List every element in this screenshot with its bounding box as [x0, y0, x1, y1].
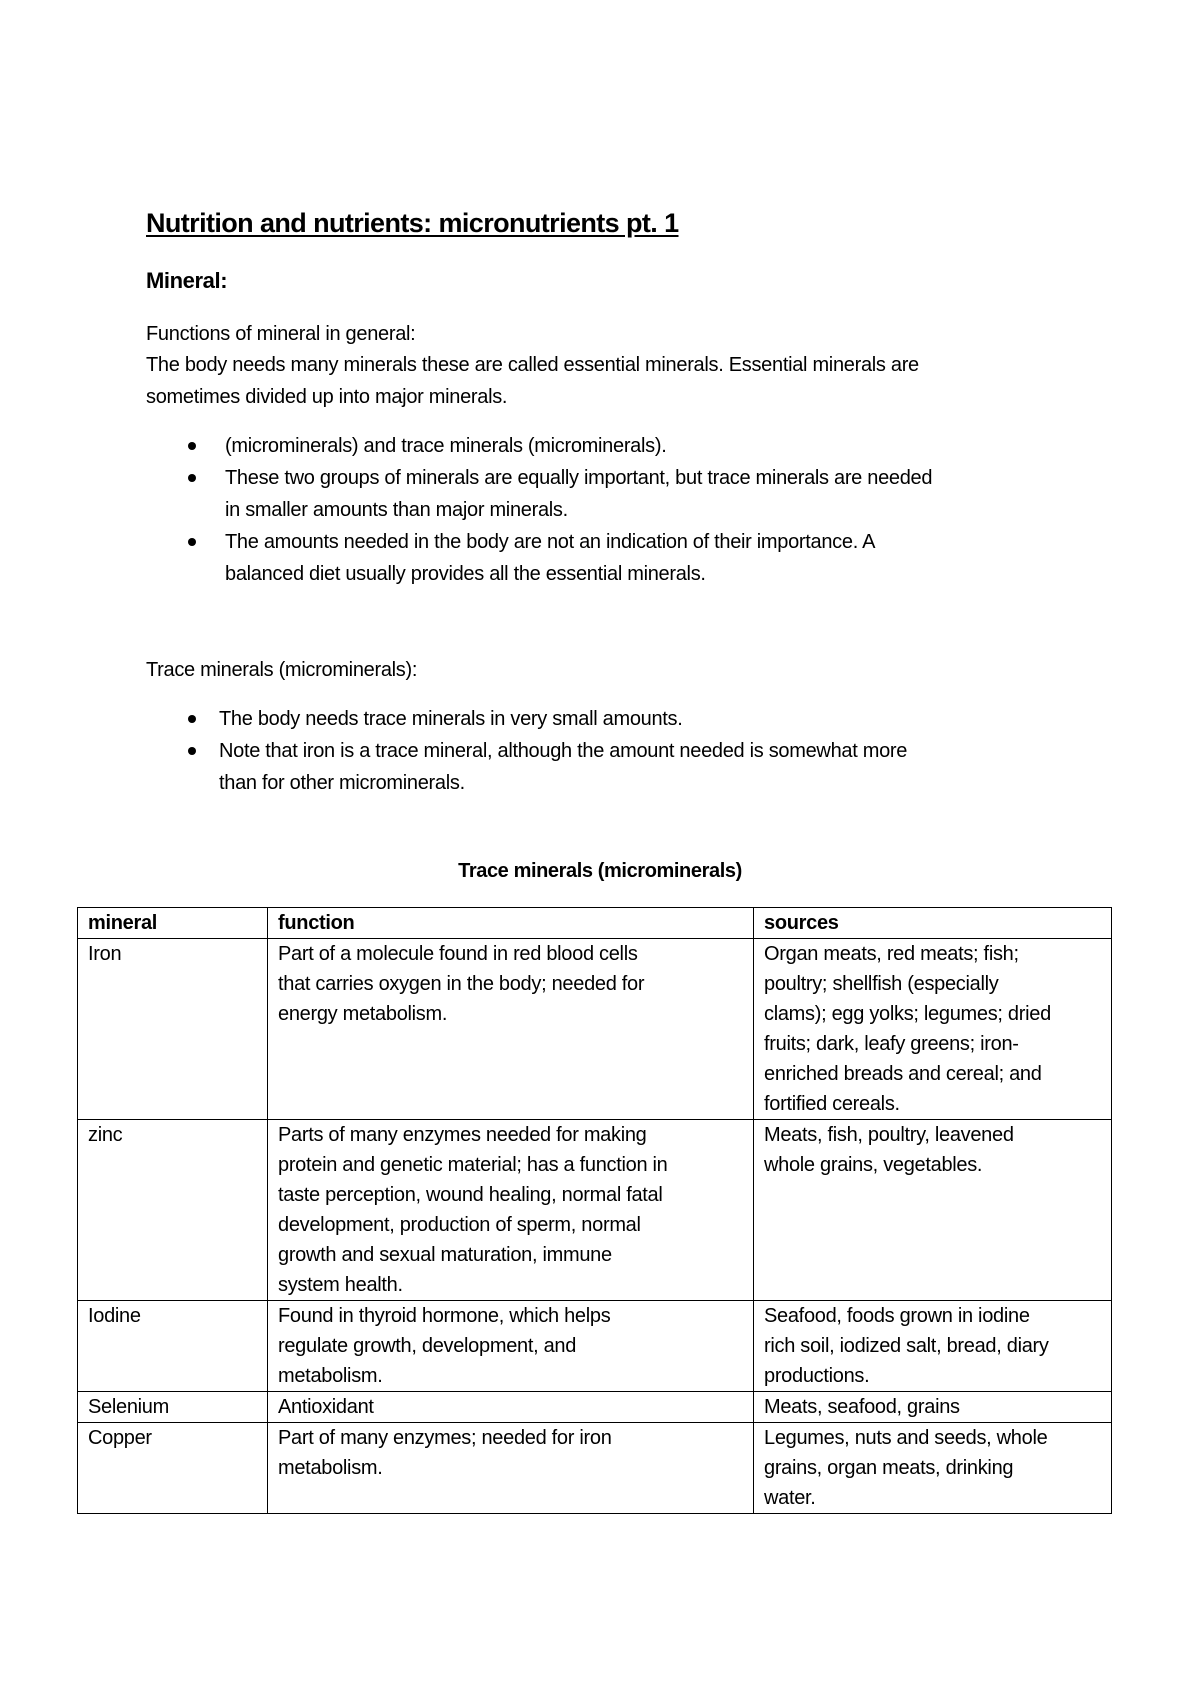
cell-sources: Meats, fish, poultry, leavened whole grains, vegetables.: [754, 1120, 1112, 1301]
cell-mineral: Iodine: [78, 1301, 268, 1392]
document-title: Nutrition and nutrients: micronutrients pt. 1: [146, 208, 679, 238]
bullet-text: (microminerals) and trace minerals (microminerals).: [225, 435, 667, 457]
bullet-text: Note that iron is a trace mineral, although the amount needed is somewhat more: [219, 740, 908, 762]
bullet-text: The body needs trace minerals in very small amounts.: [219, 708, 683, 730]
table-header-row: [78, 908, 1112, 939]
bullet-text: The amounts needed in the body are not an indication of their importance. A: [225, 531, 876, 553]
header-mineral: mineral: [78, 908, 268, 939]
cell-function: Part of many enzymes; needed for iron metabolism.: [268, 1423, 754, 1514]
cell-mineral: Iron: [78, 939, 268, 1120]
cell-sources: Organ meats, red meats; fish; poultry; shellfish (especially clams); egg yolks; legumes; dried fruits; dark, leafy greens; iron- enriched breads and cereal; and fortified cereals.: [754, 939, 1112, 1120]
intro-label: Functions of mineral in general:: [146, 323, 416, 345]
table-row: [78, 939, 1112, 1120]
header-function: function: [268, 908, 754, 939]
cell-function: Found in thyroid hormone, which helps regulate growth, development, and metabolism.: [268, 1301, 754, 1392]
cell-function: Part of a molecule found in red blood cells that carries oxygen in the body; needed for energy metabolism.: [268, 939, 754, 1120]
bullet-icon: [188, 442, 196, 450]
table-row: [78, 1301, 1112, 1392]
header-sources: sources: [754, 908, 1112, 939]
trace-heading: Trace minerals (microminerals):: [146, 659, 418, 681]
cell-sources: Legumes, nuts and seeds, whole grains, organ meats, drinking water.: [754, 1423, 1112, 1514]
bullet-icon: [188, 538, 196, 546]
cell-function: Parts of many enzymes needed for making protein and genetic material; has a function in taste perception, wound healing, normal fatal development, production of sperm, normal growth and sexual maturation, immune system health.: [268, 1120, 754, 1301]
cell-mineral: Copper: [78, 1423, 268, 1514]
intro-line: The body needs many minerals these are called essential minerals. Essential minerals are: [146, 354, 919, 376]
table-row: [78, 1392, 1112, 1423]
section-heading: Mineral:: [146, 268, 228, 293]
intro-line: sometimes divided up into major minerals.: [146, 386, 508, 408]
bullet-icon: [188, 747, 196, 755]
bullet-text: than for other microminerals.: [219, 772, 465, 794]
bullet-text: balanced diet usually provides all the essential minerals.: [225, 563, 706, 585]
cell-sources: Meats, seafood, grains: [754, 1392, 1112, 1423]
trace-minerals-table: [77, 907, 1112, 1514]
table-row: [78, 1120, 1112, 1301]
table-row: [78, 1423, 1112, 1514]
cell-mineral: zinc: [78, 1120, 268, 1301]
bullet-icon: [188, 715, 196, 723]
cell-sources: Seafood, foods grown in iodine rich soil, iodized salt, bread, diary productions.: [754, 1301, 1112, 1392]
bullet-text: in smaller amounts than major minerals.: [225, 499, 568, 521]
bullet-icon: [188, 474, 196, 482]
bullet-text: These two groups of minerals are equally important, but trace minerals are needed: [225, 467, 933, 489]
cell-function: Antioxidant: [268, 1392, 754, 1423]
table-caption: Trace minerals (microminerals): [458, 860, 742, 882]
cell-mineral: Selenium: [78, 1392, 268, 1423]
